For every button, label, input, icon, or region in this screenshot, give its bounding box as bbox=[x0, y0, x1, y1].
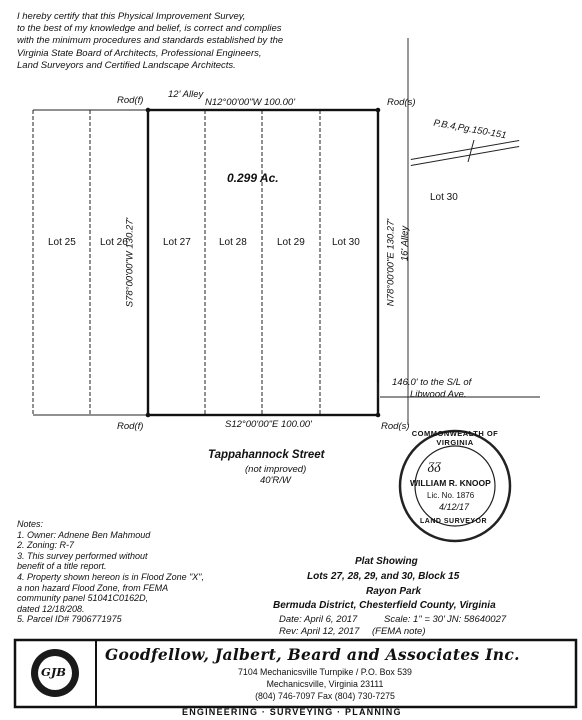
notes-heading: Notes: bbox=[17, 519, 44, 529]
plat-job-number: JN: 58640027 bbox=[447, 614, 507, 625]
plat-showing-title: Plat Showing bbox=[355, 556, 418, 567]
distance-label: 146.0' to the S/L of bbox=[392, 377, 472, 388]
seal-license: Lic. No. 1876 bbox=[427, 491, 475, 500]
lot-label-adjacent: Lot 30 bbox=[430, 192, 458, 203]
rod-marker bbox=[146, 413, 151, 418]
street-name: Tappahannock Street bbox=[208, 449, 325, 461]
lot-label: Lot 25 bbox=[48, 237, 76, 248]
seal-ring-text: COMMONWEALTH OF VIRGINIA bbox=[411, 429, 499, 447]
lot-label: Lot 29 bbox=[277, 237, 305, 248]
plat-scale: Scale: 1" = 30' bbox=[384, 614, 445, 625]
seal-date: 4/12/17 bbox=[439, 502, 470, 512]
note-line: 2. Zoning: R-7 bbox=[17, 540, 75, 551]
reference-line bbox=[411, 146, 519, 165]
lot-label: Lot 26 bbox=[100, 237, 128, 248]
bearing-bottom: S12°00'00"E 100.00' bbox=[225, 419, 312, 430]
firm-address-line1: 7104 Mechanicsville Turnpike / P.O. Box 539 bbox=[238, 667, 412, 677]
note-line: community panel 51041C0162D, bbox=[17, 593, 149, 604]
rod-marker bbox=[146, 108, 151, 113]
note-line: 1. Owner: Adnene Ben Mahmoud bbox=[17, 529, 151, 540]
lot-label: Lot 30 bbox=[332, 237, 360, 248]
parcel-area: 0.299 Ac. bbox=[227, 171, 279, 185]
plat-book-reference: P.B.4,Pg.150-151 bbox=[432, 117, 508, 142]
note-line: 4. Property shown hereon is in Flood Zone "X", bbox=[17, 571, 204, 582]
rod-marker bbox=[376, 108, 381, 113]
seal-bottom-text: LAND SURVEYOR bbox=[420, 518, 488, 525]
rod-label-bottom-right: Rod(s) bbox=[381, 421, 410, 432]
plat-showing-subdivision: Rayon Park bbox=[366, 586, 422, 597]
firm-phone: (804) 746-7097 Fax (804) 730-7275 bbox=[255, 691, 395, 701]
alley-right-label: 16' Alley bbox=[399, 225, 411, 262]
plat-revision: Rev: April 12, 2017 bbox=[279, 626, 360, 637]
bearing-left: S78°00'00"W 130.27' bbox=[124, 217, 136, 308]
plat-revision-note: (FEMA note) bbox=[372, 626, 426, 637]
note-line: 5. Parcel ID# 7906771975 bbox=[17, 614, 122, 625]
lot-label: Lot 28 bbox=[219, 237, 247, 248]
seal-signature: ᵹᵹ bbox=[428, 457, 442, 473]
distance-label-street: Libwood Ave. bbox=[410, 389, 467, 400]
street-width: 40'R/W bbox=[260, 475, 291, 486]
rod-label-bottom-left: Rod(f) bbox=[117, 421, 144, 432]
note-line: a non hazard Flood Zone, from FEMA bbox=[17, 582, 169, 593]
bearing-top: N12°00'00"W 100.00' bbox=[205, 97, 296, 108]
firm-logo: GJB bbox=[41, 665, 66, 679]
reference-line bbox=[411, 140, 519, 159]
alley-top-label: 12' Alley bbox=[168, 89, 204, 100]
certification-line: I hereby certify that this Physical Improvement Survey, bbox=[17, 11, 246, 22]
notes-block bbox=[17, 519, 257, 625]
lot-label: Lot 27 bbox=[163, 237, 191, 248]
property-boundary bbox=[148, 110, 378, 415]
bearing-right: N78°00'00"E 130.27' bbox=[385, 218, 397, 307]
note-line: benefit of a title report. bbox=[17, 561, 107, 572]
note-line: 3. This survey performed without bbox=[17, 550, 148, 561]
plat-showing-district: Bermuda District, Chesterfield County, Virginia bbox=[273, 600, 496, 611]
firm-address-line2: Mechanicsville, Virginia 23111 bbox=[266, 679, 384, 689]
certification-line: Land Surveyors and Certified Landscape Architects. bbox=[17, 59, 236, 71]
rod-label-top-left: Rod(f) bbox=[117, 95, 144, 106]
certification-line: to the best of my knowledge and belief, is correct and complies bbox=[17, 23, 282, 35]
certification-line: with the minimum procedures and standards established by the bbox=[17, 35, 284, 47]
plat-date: Date: April 6, 2017 bbox=[279, 614, 358, 625]
note-line: dated 12/18/208. bbox=[17, 603, 85, 614]
seal-surveyor-name: WILLIAM R. KNOOP bbox=[410, 478, 491, 488]
reference-tick bbox=[468, 140, 474, 162]
plat-showing-lots: Lots 27, 28, 29, and 30, Block 15 bbox=[307, 571, 460, 582]
street-note: (not improved) bbox=[245, 464, 307, 475]
rod-label-top-right: Rod(s) bbox=[387, 97, 416, 108]
certification-line: Virginia State Board of Architects, Professional Engineers, bbox=[17, 47, 262, 59]
rod-marker bbox=[376, 413, 381, 418]
firm-name: Goodfellow, Jalbert, Beard and Associates Inc. bbox=[105, 645, 520, 664]
firm-services: ENGINEERING · SURVEYING · PLANNING bbox=[182, 707, 402, 717]
